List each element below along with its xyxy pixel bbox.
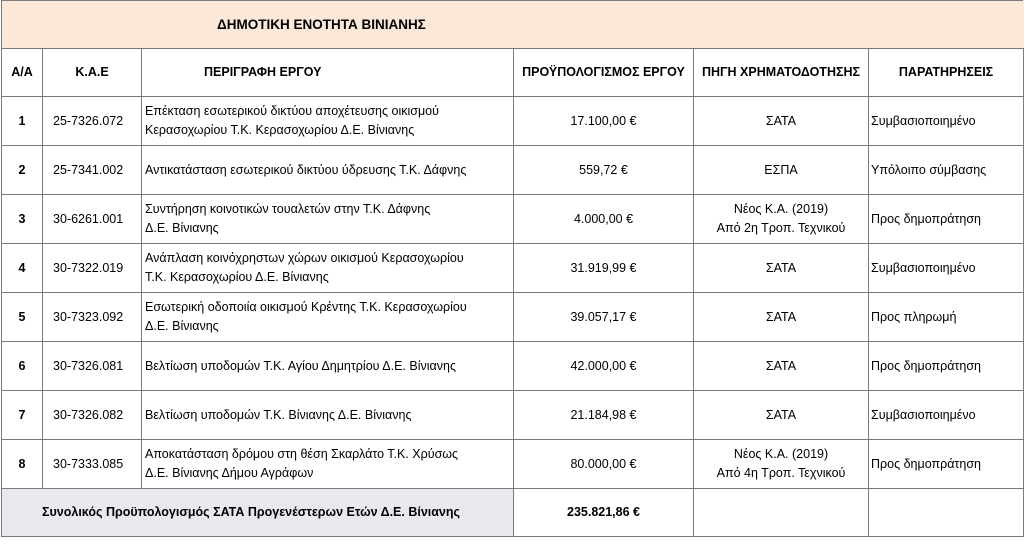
header-funding-source: ΠΗΓΗ ΧΡΗΜΑΤΟΔΟΤΗΣΗΣ (694, 49, 869, 97)
table-title: ΔΗΜΟΤΙΚΗ ΕΝΟΤΗΤΑ ΒΙΝΙΑΝΗΣ (2, 1, 1024, 49)
cell-aa: 2 (2, 146, 43, 195)
description-line: Κερασοχωρίου Τ.Κ. Κερασοχωρίου Δ.Ε. Βίνιανης (145, 123, 415, 137)
description-line: Βελτίωση υποδομών Τ.Κ. Αγίου Δημητρίου Δ.Ε. Βίνιανης (145, 358, 456, 373)
table-row (2, 342, 1024, 391)
description-line: Τ.Κ. Κερασοχωρίου Δ.Ε. Βίνιανης (145, 270, 329, 284)
cell-description (142, 440, 514, 489)
cell-budget: 31.919,99 € (514, 244, 694, 293)
cell-notes: Υπόλοιπο σύμβασης (869, 146, 1024, 195)
cell-kae: 25-7326.072 (43, 97, 142, 146)
funding-line: Νέος Κ.Α. (2019) (733, 202, 829, 216)
cell-aa: 7 (2, 391, 43, 440)
cell-budget: 17.100,00 € (514, 97, 694, 146)
funding-line: ΣΑΤΑ (765, 407, 797, 422)
cell-notes: Συμβασιοποιημένο (869, 391, 1024, 440)
cell-kae: 30-7326.081 (43, 342, 142, 391)
funding-line: Από 2η Τροπ. Τεχνικού (716, 221, 846, 235)
cell-aa: 3 (2, 195, 43, 244)
total-value: 235.821,86 € (514, 489, 694, 537)
cell-kae: 30-7333.085 (43, 440, 142, 489)
cell-funding-source (694, 293, 869, 342)
header-notes: ΠΑΡΑΤΗΡΗΣΕΙΣ (869, 49, 1024, 97)
table-row (2, 391, 1024, 440)
cell-notes: Συμβασιοποιημένο (869, 97, 1024, 146)
title-row (2, 1, 1024, 49)
cell-notes: Προς δημοπράτηση (869, 195, 1024, 244)
cell-kae: 30-7323.092 (43, 293, 142, 342)
funding-line: Νέος Κ.Α. (2019) (733, 447, 829, 461)
cell-aa: 5 (2, 293, 43, 342)
cell-kae: 30-7326.082 (43, 391, 142, 440)
cell-aa: 6 (2, 342, 43, 391)
cell-description (142, 391, 514, 440)
funding-line: ΣΑΤΑ (765, 260, 797, 275)
cell-kae: 30-7322.019 (43, 244, 142, 293)
description-line: Αντικατάσταση εσωτερικού δικτύου ύδρευσης Τ.Κ. Δάφνης (145, 162, 467, 177)
cell-budget: 4.000,00 € (514, 195, 694, 244)
funding-line: ΣΑΤΑ (765, 309, 797, 324)
table-row (2, 146, 1024, 195)
funding-line: ΣΑΤΑ (765, 113, 797, 128)
cell-funding-source (694, 342, 869, 391)
funding-line: ΕΣΠΑ (764, 162, 798, 177)
description-line: Συντήρηση κοινοτικών τουαλετών στην Τ.Κ. Δάφνης (145, 202, 431, 216)
table-row (2, 97, 1024, 146)
header-row (2, 49, 1024, 97)
cell-funding-source (694, 391, 869, 440)
cell-budget: 559,72 € (514, 146, 694, 195)
total-blank-cell (694, 489, 869, 537)
description-line: Ανάπλαση κοινόχρηστων χώρων οικισμού Κερασοχωρίου (145, 251, 464, 265)
cell-budget: 21.184,98 € (514, 391, 694, 440)
funding-line: Από 4η Τροπ. Τεχνικού (716, 466, 846, 480)
cell-funding-source (694, 440, 869, 489)
table-row (2, 195, 1024, 244)
cell-budget: 42.000,00 € (514, 342, 694, 391)
cell-funding-source (694, 97, 869, 146)
cell-aa: 1 (2, 97, 43, 146)
description-line: Δ.Ε. Βίνιανης Δήμου Αγράφων (145, 466, 314, 480)
funding-line: ΣΑΤΑ (765, 358, 797, 373)
cell-kae: 30-6261.001 (43, 195, 142, 244)
cell-budget: 39.057,17 € (514, 293, 694, 342)
cell-notes: Προς δημοπράτηση (869, 440, 1024, 489)
header-budget: ΠΡΟΫΠΟΛΟΓΙΣΜΟΣ ΕΡΓΟΥ (514, 49, 694, 97)
total-label: Συνολικός Προϋπολογισμός ΣΑΤΑ Προγενέστερων Ετών Δ.Ε. Βίνιανης (2, 489, 514, 537)
cell-description (142, 342, 514, 391)
header-aa: Α/Α (2, 49, 43, 97)
cell-kae: 25-7341.002 (43, 146, 142, 195)
cell-description (142, 293, 514, 342)
description-line: Δ.Ε. Βίνιανης (145, 221, 219, 235)
description-line: Βελτίωση υποδομών Τ.Κ. Βίνιανης Δ.Ε. Βίνιανης (145, 407, 412, 422)
total-blank-cell (869, 489, 1024, 537)
cell-description (142, 97, 514, 146)
cell-description (142, 195, 514, 244)
table-row (2, 293, 1024, 342)
cell-notes: Συμβασιοποιημένο (869, 244, 1024, 293)
description-line: Αποκατάσταση δρόμου στη θέση Σκαρλάτο Τ.Κ. Χρύσως (145, 447, 459, 461)
cell-notes: Προς πληρωμή (869, 293, 1024, 342)
description-line: Εσωτερική οδοποιία οικισμού Κρέντης Τ.Κ. Κερασοχωρίου (145, 300, 467, 314)
table-row (2, 440, 1024, 489)
header-description: ΠΕΡΙΓΡΑΦΗ ΕΡΓΟΥ (142, 49, 514, 97)
cell-description (142, 244, 514, 293)
description-line: Δ.Ε. Βίνιανης (145, 319, 219, 333)
cell-funding-source (694, 195, 869, 244)
projects-table (1, 0, 1024, 537)
table-row (2, 244, 1024, 293)
cell-aa: 4 (2, 244, 43, 293)
description-line: Επέκταση εσωτερικού δικτύου αποχέτευσης οικισμού (145, 104, 439, 118)
cell-budget: 80.000,00 € (514, 440, 694, 489)
total-row (2, 489, 1024, 537)
cell-funding-source (694, 244, 869, 293)
cell-aa: 8 (2, 440, 43, 489)
cell-funding-source (694, 146, 869, 195)
cell-description (142, 146, 514, 195)
cell-notes: Προς δημοπράτηση (869, 342, 1024, 391)
header-kae: Κ.Α.Ε (43, 49, 142, 97)
